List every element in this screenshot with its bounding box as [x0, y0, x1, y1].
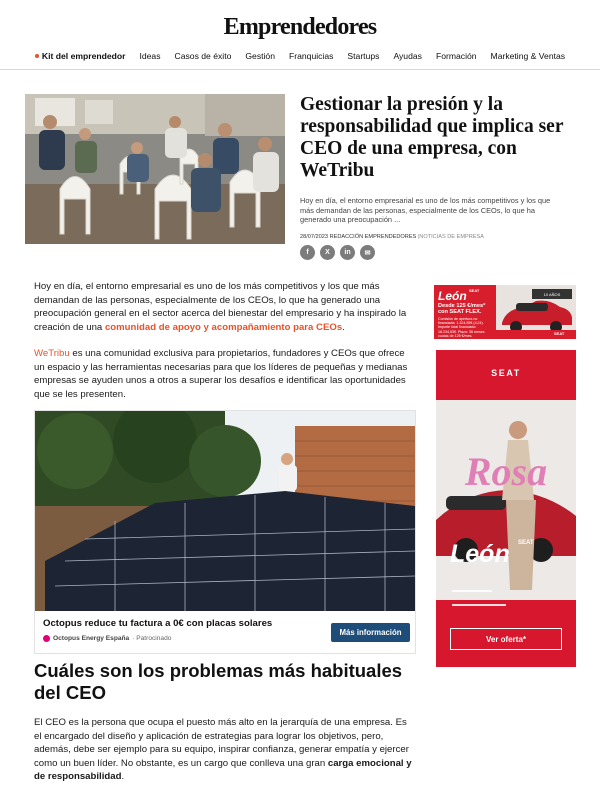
nav-item-ayudas[interactable]: Ayudas [393, 51, 422, 61]
sponsor-line [43, 635, 171, 642]
solar-photo [35, 411, 415, 611]
article-meta [300, 234, 484, 240]
seat-logo: SEAT [491, 368, 521, 378]
nav-item-marketing[interactable]: Marketing & Ventas [490, 51, 566, 61]
community-link[interactable]: comunidad de apoyo y acompañamiento para CEOs [104, 321, 343, 333]
facebook-share-icon[interactable]: f [300, 245, 315, 260]
article-summary: Hoy en día, el entorno empresarial es uno de los más competitivos y los que más demandan de las personas, especialmente de los CEOs, lo que ha generado una preocupación ... [300, 196, 551, 225]
warranty-badge: 10 AÑOS [532, 289, 572, 299]
octopus-logo-icon [43, 635, 50, 642]
article-title[interactable]: Gestionar la presión y la responsabilidad que implica ser CEO de una empresa, con WeTribu [300, 94, 564, 181]
site-logo[interactable]: Emprendedores [223, 14, 377, 40]
linkedin-share-icon[interactable]: in [340, 245, 355, 260]
main-nav [0, 51, 600, 61]
seat-leon-large-banner[interactable] [436, 350, 576, 667]
banner-text-line [452, 604, 506, 606]
banner-model: León [438, 289, 467, 303]
article-category[interactable]: NOTICIAS DE EMPRESA [419, 234, 484, 240]
nav-item-gestion[interactable]: Gestión [245, 51, 275, 61]
x-share-icon[interactable]: X [320, 245, 335, 260]
banner-brand-small: SEAT [518, 540, 534, 546]
paragraph-text: Hoy en día, el entorno empresarial es uno de los más competitivos y los que más demandan de las personas, especialmente de los CEOs, lo que ha generado una preocupación general en el sector acerca del bienestar del empresario y ha inspirado la creación de una [34, 281, 407, 333]
banner-headline: Rosa [464, 449, 548, 494]
banner-brand: SEAT [469, 288, 480, 293]
paragraph-end: . [342, 321, 345, 333]
banner-model: León [450, 540, 510, 568]
site-header [0, 0, 600, 70]
banner-text-line [452, 590, 492, 592]
sponsored-card[interactable] [34, 410, 416, 654]
nav-item-ideas[interactable]: Ideas [139, 51, 161, 61]
article-author[interactable]: REDACCIÓN EMPRENDEDORES [329, 234, 417, 240]
solar-panel-image [35, 411, 415, 611]
article-paragraph-3 [34, 716, 416, 784]
sponsored-title[interactable]: Octopus reduce tu factura a 0€ con placas solares [43, 618, 273, 629]
banner-scene [436, 400, 576, 600]
sponsor-name: Octopus Energy España [53, 635, 130, 642]
article-paragraph-1 [34, 280, 416, 334]
paragraph-end: . [121, 771, 125, 783]
banner-fine-print: Comisión de apertura no financiada: 1.324,55€ (4,24). Importe total financiado: 18.234,53€. Plazo: 36 meses cuotas de 125 €/mes. [438, 317, 485, 338]
section-heading: Cuáles son los problemas más habituales del CEO [34, 660, 403, 703]
paragraph-text: El CEO es la persona que ocupa el puesto más alto en la jerarquía de una empresa. Es el encargado del diseño y aplicación de estrategias para lograr los objetivos, pero, además, debe ser ejemplo para su equipo, inspirar confianza, generar empatía y ejercer como un buen líder. No obstante, es un cargo que conlleva una gran [34, 717, 409, 769]
nav-item-formacion[interactable]: Formación [435, 51, 477, 61]
nav-item-label: Kit del emprendedor [41, 51, 126, 61]
email-share-icon[interactable]: ✉ [360, 245, 375, 260]
wetribu-link[interactable]: WeTribu [34, 348, 70, 359]
nav-item-franquicias[interactable]: Franquicias [289, 51, 334, 61]
article-paragraph-2 [34, 347, 416, 401]
nav-item-startups[interactable]: Startups [347, 51, 380, 61]
see-offer-button[interactable]: Ver oferta* [450, 628, 562, 650]
hero-image[interactable] [25, 94, 285, 244]
sponsored-label: · Patrocinado [132, 635, 172, 642]
meta-separator: | [417, 234, 420, 240]
nav-item-kit[interactable] [28, 51, 133, 61]
banner-offer: Desde 125 €/mes* con SEAT FLEX. [438, 303, 486, 315]
seat-logo-small: SEAT [554, 331, 565, 336]
seat-leon-small-banner[interactable] [434, 285, 576, 339]
share-bar [300, 245, 375, 260]
nav-item-casos[interactable]: Casos de éxito [174, 51, 232, 61]
paragraph-text: es una comunidad exclusiva para propietarios, fundadores y CEOs que ofrece un espacio y las herramientas necesarias para que los líderes de pequeñas y medianas empresas se ayuden unos a otros a superar los desafíos e identificar las oportunidades que se les presenten. [34, 348, 408, 400]
article-date: 28/07/2023 [300, 234, 328, 240]
bold-emphasis: carga emocional y de responsabilidad [34, 757, 412, 783]
more-info-button[interactable]: Más información [331, 623, 410, 642]
active-dot-icon [35, 54, 39, 58]
hero-photo [25, 94, 285, 244]
car-woman-image [436, 400, 576, 600]
